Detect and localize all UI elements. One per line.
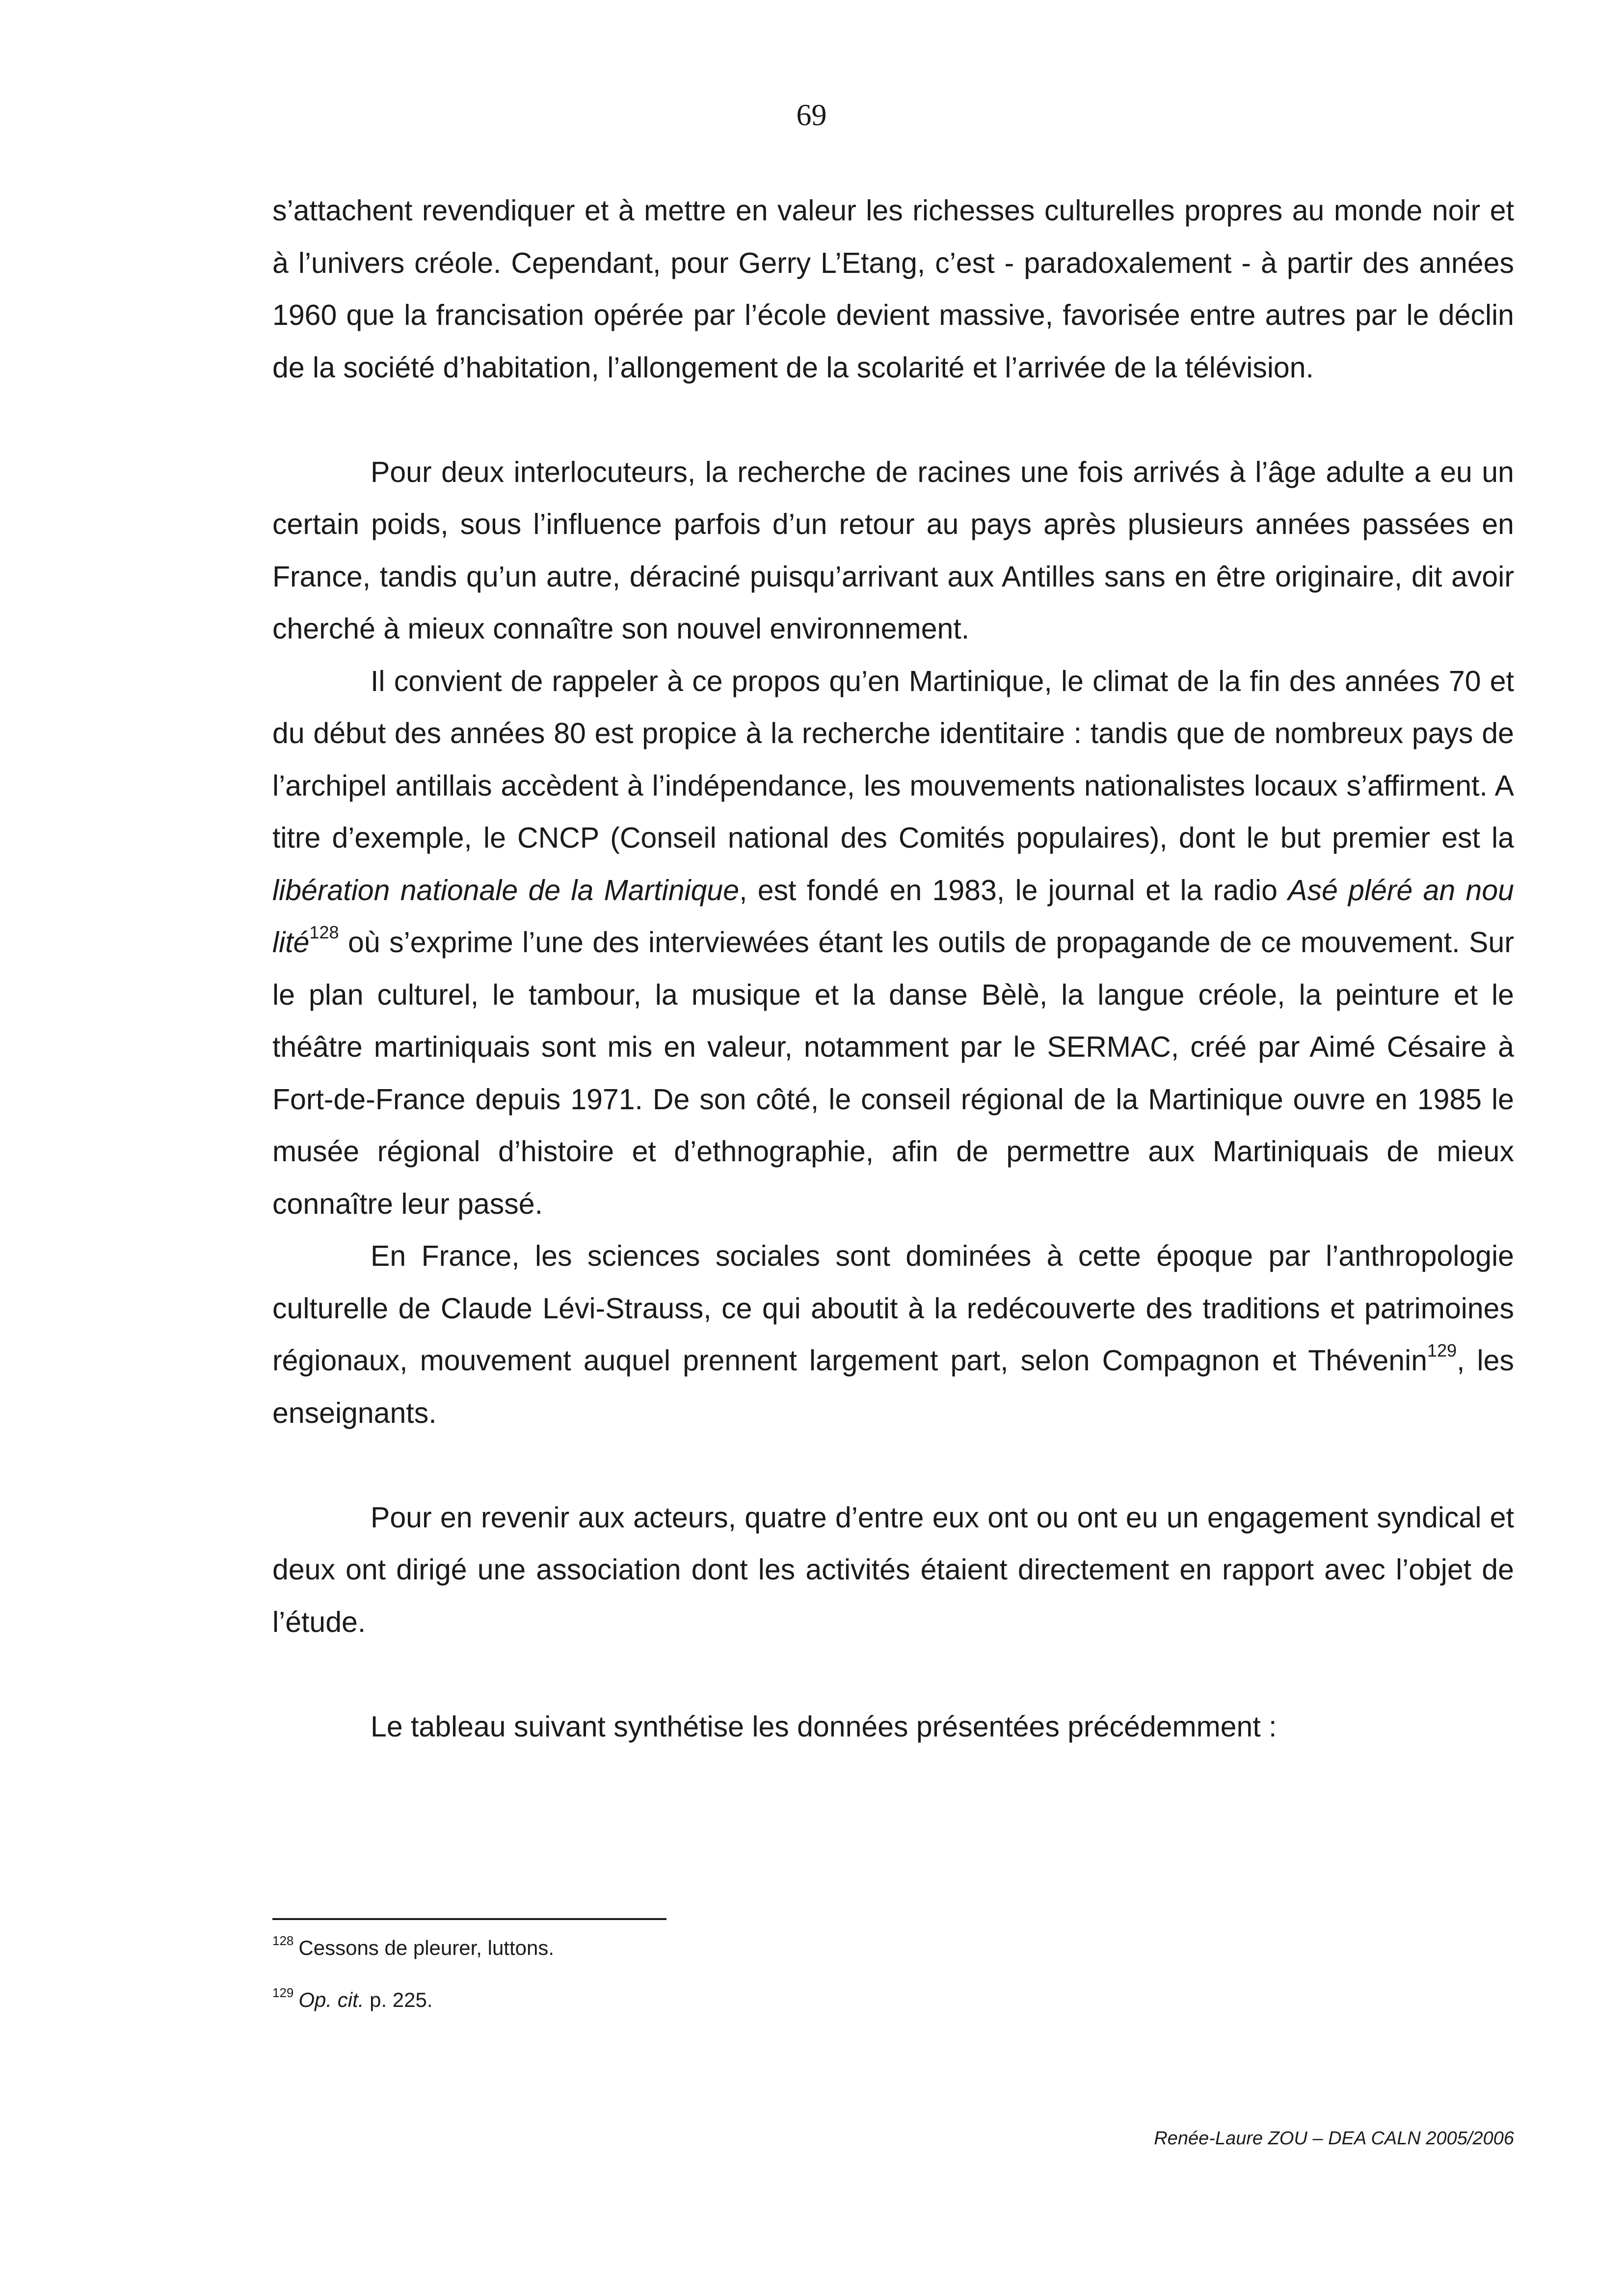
footnote-separator — [272, 1918, 666, 1920]
footnote-128 — [272, 1933, 1514, 1960]
paragraph-3-italic-1: libération nationale de la Martinique — [272, 874, 740, 907]
paragraph-3-italic-2: Asé pléré an nou lité — [272, 874, 1514, 959]
paragraph-6: Le tableau suivant synthétise les données présentées précédemment : — [371, 1710, 1277, 1743]
footnote-italic: Op. cit. — [298, 1988, 364, 2011]
page-number: 69 — [796, 99, 827, 132]
page-footer: Renée-Laure ZOU – DEA CALN 2005/2006 — [1154, 2128, 1514, 2149]
paragraph-3-text-3: où s’exprime l’une des interviewées étant les outils de propagande de ce mouvement. Sur le plan culturel, le tambour, la musique et la danse Bèlè, la langue créole, la peinture et le théâtre martiniquais sont mis en valeur, notamment par le SERMAC, créé par Aimé Césaire à Fort-de-France depuis 1971. De son côté, le conseil régional de la Martinique ouvre en 1985 le musée régional d’histoire et d’ethnographie, afin de permettre aux Martiniquais de mieux connaître leur passé. — [272, 926, 1514, 1220]
footnote-text: p. 225. — [364, 1988, 433, 2011]
footnote-ref-129: 129 — [1427, 1340, 1457, 1361]
paragraph-3 — [272, 655, 1514, 1230]
paragraph-3-text-1: Il convient de rappeler à ce propos qu’en Martinique, le climat de la fin des années 70 et du début des années 80 est propice à la recherche identitaire : tandis que de nombreux pays de l’archipel antillais accèdent à l’indépendance, les mouvements nationalistes locaux s’affirment. A titre d’exemple, le CNCP (Conseil national des Comités populaires), dont le but premier est la — [272, 665, 1514, 854]
paragraph-4-text-1: En France, les sciences sociales sont dominées à cette époque par l’anthropologie culturelle de Claude Lévi-Strauss, ce qui aboutit à la redécouverte des traditions et patrimoines régionaux, mouvement auquel prennent largement part, selon Compagnon et Thévenin — [272, 1240, 1514, 1377]
footnotes — [272, 1933, 1514, 2040]
paragraph-4-text-2: , les enseignants. — [272, 1344, 1514, 1429]
footnote-129 — [272, 1985, 1514, 2012]
paragraph-5: Pour en revenir aux acteurs, quatre d’entre eux ont ou ont eu un engagement syndical et deux ont dirigé une association dont les activités étaient directement en rapport avec l’objet de l’étude. — [272, 1501, 1514, 1638]
footnote-number: 129 — [272, 1985, 294, 2000]
body-text — [272, 185, 1514, 1753]
paragraph-2: Pour deux interlocuteurs, la recherche de racines une fois arrivés à l’âge adulte a eu un certain poids, sous l’influence parfois d’un retour au pays après plusieurs années passées en France, tandis qu’un autre, déraciné puisqu’arrivant aux Antilles sans en être originaire, dit avoir cherché à mieux connaître son nouvel environnement. — [272, 455, 1514, 645]
footnote-ref-128: 128 — [309, 922, 339, 942]
paragraph-1: s’attachent revendiquer et à mettre en valeur les richesses culturelles propres au monde noir et à l’univers créole. Cependant, pour Gerry L’Etang, c’est - paradoxalement - à partir des années 1960 que la francisation opérée par l’école devient massive, favorisée entre autres par le déclin de la société d’habitation, l’allongement de la scolarité et l’arrivée de la télévision. — [272, 194, 1514, 384]
paragraph-4 — [272, 1230, 1514, 1439]
footnote-text: Cessons de pleurer, luttons. — [298, 1936, 555, 1959]
paragraph-3-text-2: , est fondé en 1983, le journal et la radio — [739, 874, 1288, 907]
footnote-number: 128 — [272, 1933, 294, 1948]
